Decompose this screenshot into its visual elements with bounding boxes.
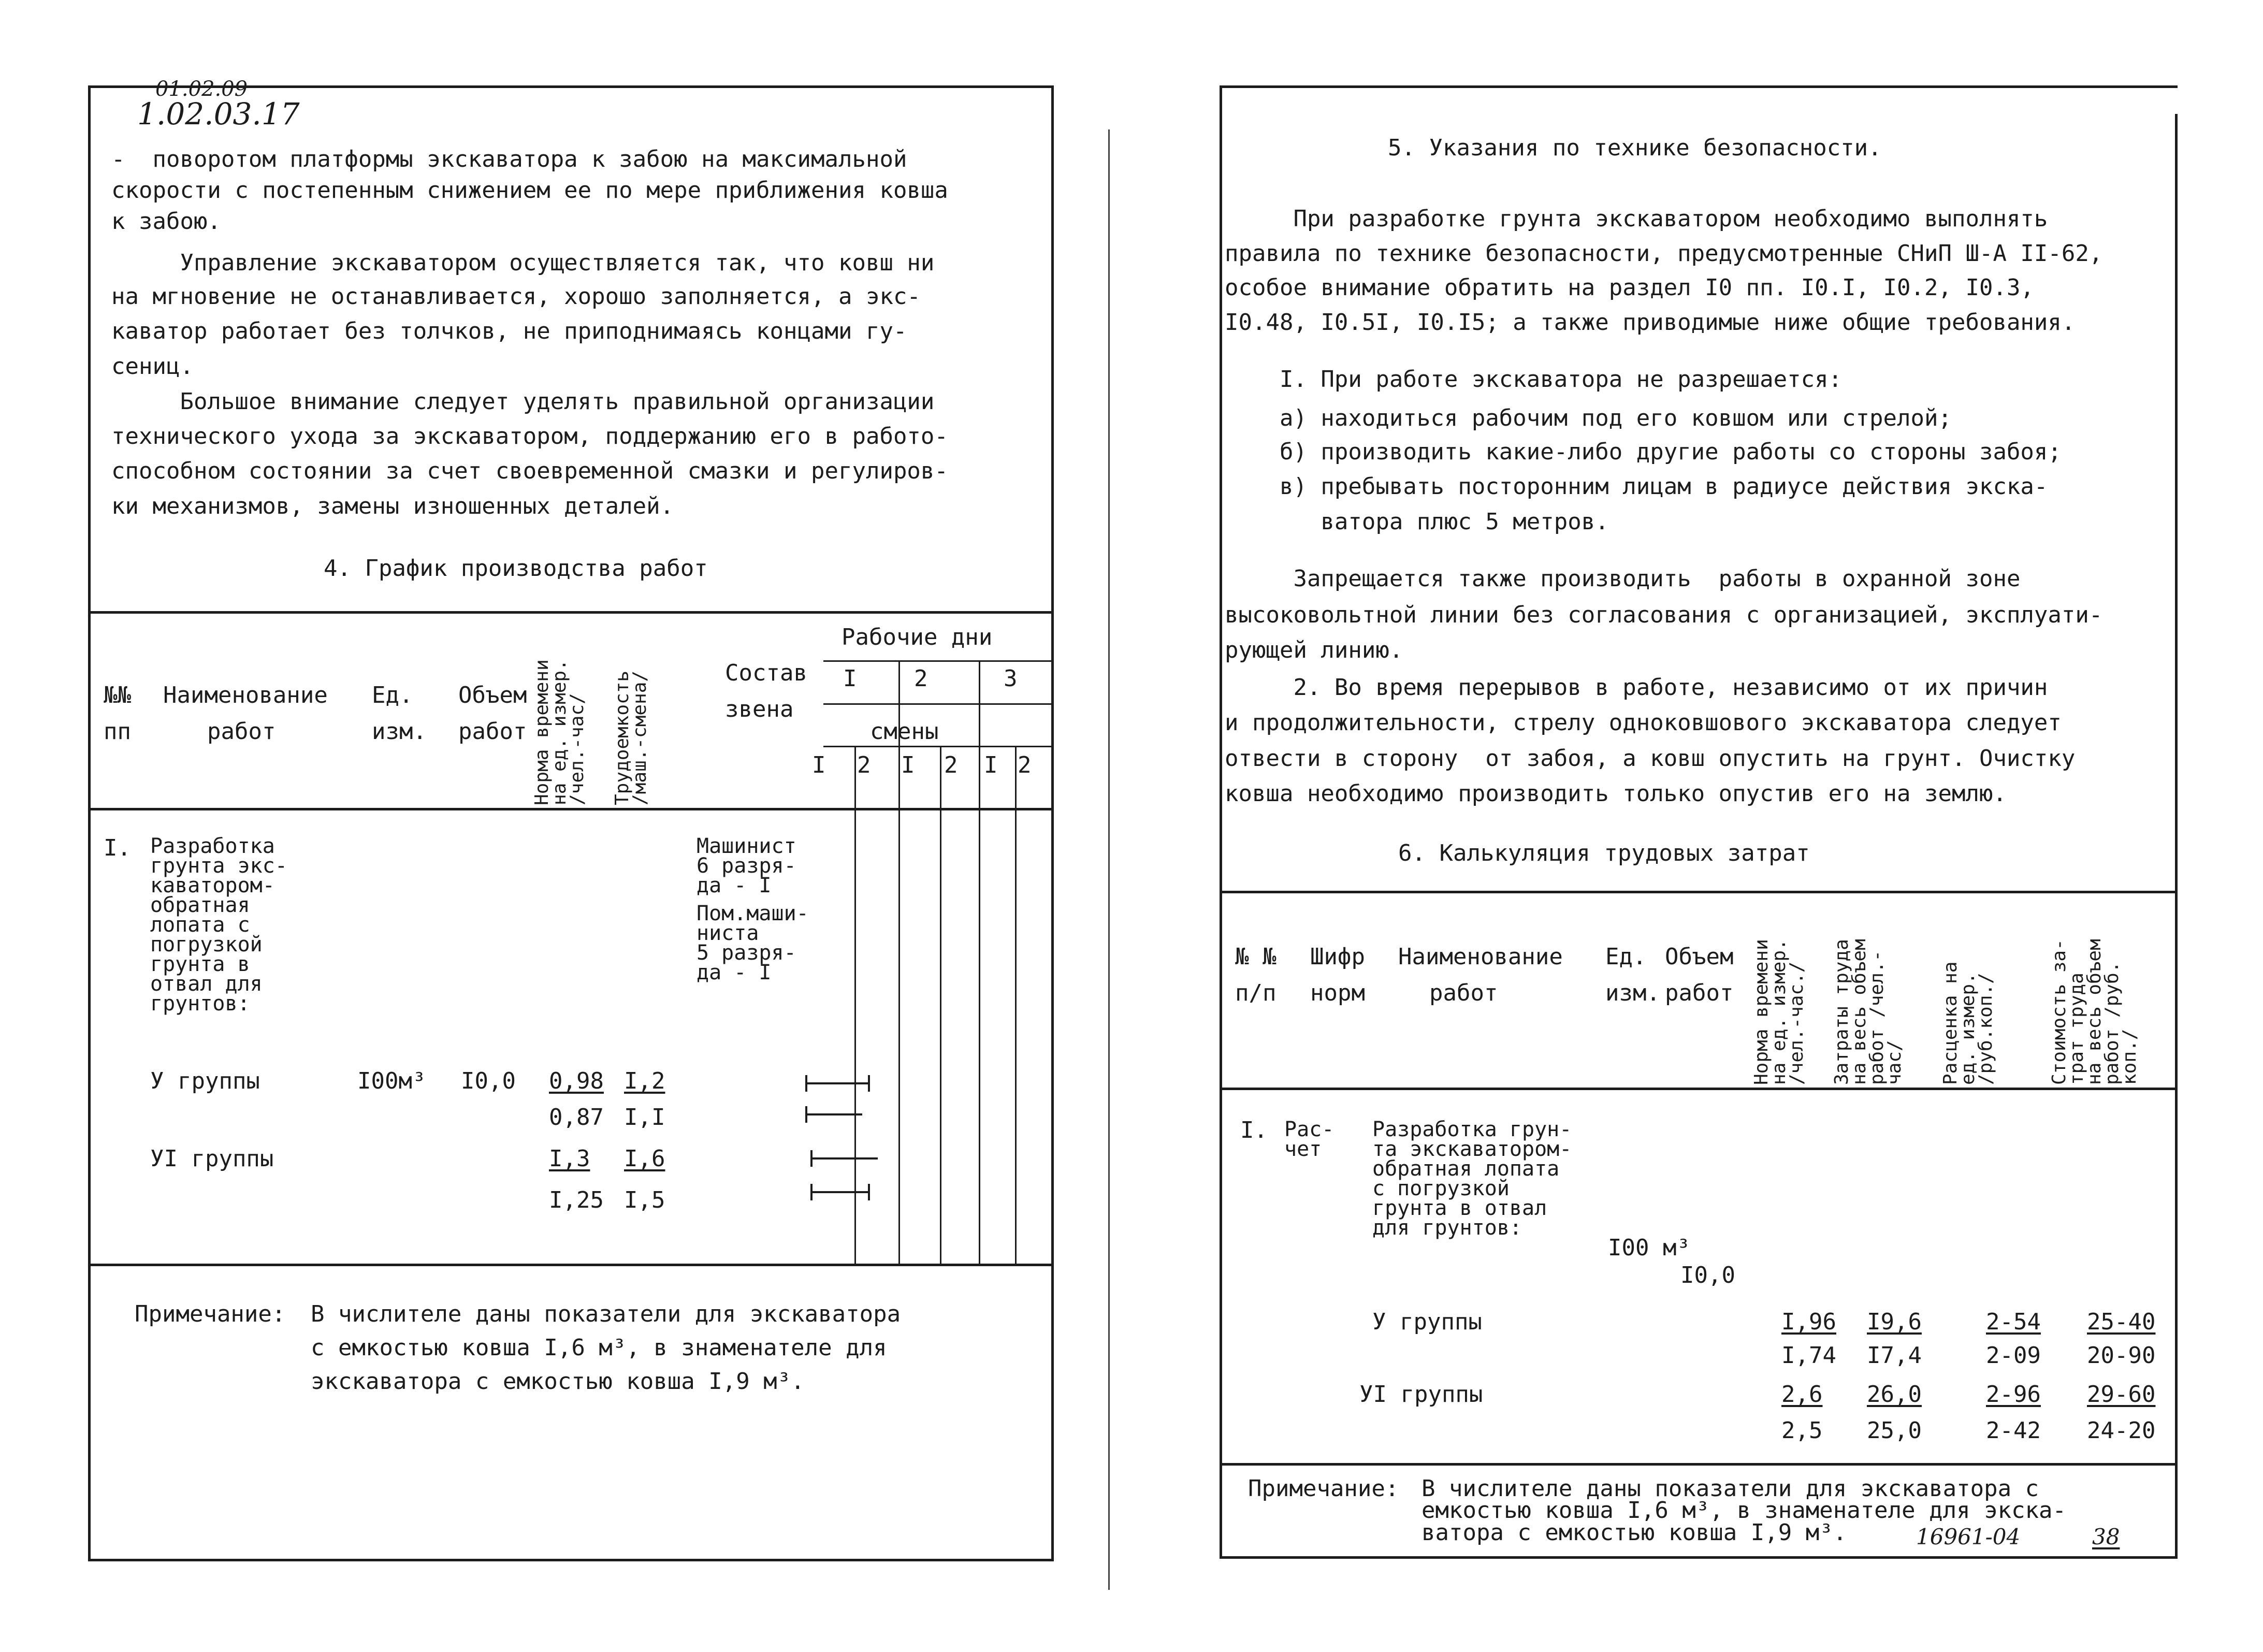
rate-numerator: 2-54 [1986,1309,2041,1335]
table-bottom-rule [1220,1463,2178,1466]
day-header: I [843,665,857,692]
note-line: емкостью ковша I,6 м³, в знаменателе для экска- [1421,1497,2067,1524]
schedule-bar [810,1157,878,1160]
intro-line: ки механизмов, замены изношенных деталей. [111,493,674,519]
row-code: Рас- [1284,1118,1334,1141]
table-top-rule [88,611,1054,614]
intro-line: сениц. [111,353,194,380]
col-code-header: Шифр [1310,944,1365,970]
col-unit-header: Ед. [372,682,413,708]
workdays-rule [823,660,1051,662]
rule1-title: I. При работе экскаватора не разрешается: [1225,366,1843,393]
col-labor-header: Трудоемкость /маш.-смена/ [612,670,650,805]
col-norm-header: Норма времени на ед. измер. /чел.-час/ [531,659,588,805]
col-num-header: №№ [104,682,131,708]
intro-line: технического ухода за экскаватором, поддержанию его в работо- [111,423,948,450]
schedule-bar [810,1191,870,1193]
col-unit-header: Ед. [1605,944,1647,970]
row-number: I. [1240,1117,1268,1143]
volume-value: I0,0 [1680,1262,1735,1288]
intro-line: - поворотом платформы экскаватора к забою на максимальной [111,146,907,172]
shifts-header: смены [870,718,939,745]
day-header: 3 [1004,665,1018,692]
shift-header: I [984,752,998,778]
col-cost-header: Затраты труда на весь объем работ /чел.- час/ [1831,939,1905,1085]
value-denominator: 20-90 [2087,1342,2156,1369]
cost-numerator: I9,6 [1867,1309,1922,1335]
table-header-bottom-rule [88,808,1054,810]
norm-denominator: I,25 [549,1187,604,1213]
group-label: У группы [1372,1309,1482,1335]
shift-col-rule [854,746,856,1264]
labor-denominator: I,5 [624,1187,665,1213]
labor-numerator: I,2 [624,1068,665,1094]
col-num-header: пп [104,718,131,745]
schedule-bar [805,1113,862,1115]
right-frame-top [1220,85,2178,88]
col-unit-header: изм. [1605,980,1660,1006]
note-label: Примечание: [135,1301,286,1327]
value-denominator: 24-20 [2087,1417,2156,1444]
cost-denominator: 25,0 [1867,1417,1922,1444]
norm-numerator: 2,6 [1781,1381,1823,1408]
unit-value: I00м³ [357,1068,426,1094]
shift-header: 2 [1018,752,1032,778]
handwritten-page-number: 38 [2092,1524,2120,1549]
col-unit-header: изм. [372,718,427,745]
intro-line: к забою. [111,208,221,235]
norm-denominator: 0,87 [549,1104,604,1131]
handwritten-code-1: 01.02.09 [155,77,248,101]
cost-numerator: 26,0 [1867,1381,1922,1408]
rate-denominator: 2-42 [1986,1417,2041,1444]
group-label: УI группы [150,1146,274,1172]
shift-header: 2 [857,752,871,778]
unit-value: I00 м³ [1608,1235,1690,1261]
section6-title: 6. Калькуляция трудовых затрат [1398,840,1810,866]
col-crew-header: звена [725,696,794,722]
note-line: В числителе даны показатели для экскаватора с [1421,1475,2039,1502]
left-frame-bottom [88,1559,1054,1561]
col-name-header: Наименование [1398,944,1563,970]
day-header: 2 [914,665,928,692]
shift-col-rule [940,746,941,1264]
col-value-header: Стоимость за- трат труда на весь объем работ /руб. коп./ [2049,939,2140,1085]
col-crew-header: Состав [725,660,807,686]
table-top-rule [1220,891,2178,893]
right-frame-bottom [1220,1556,2178,1559]
cost-denominator: I7,4 [1867,1342,1922,1369]
norm-denominator: 2,5 [1781,1417,1823,1444]
value-numerator: 25-40 [2087,1309,2156,1335]
intro-line: Большое внимание следует уделять правильной организации [111,388,935,415]
col-name-header: Наименование [163,682,328,708]
rate-numerator: 2-96 [1986,1381,2041,1408]
note-line: В числителе даны показатели для экскаватора [311,1301,901,1327]
intro-line: скорости с постепенным снижением ее по мере приближения ковша [111,177,948,204]
group-label: УI группы [1359,1381,1483,1408]
intro-line: Управление экскаватором осуществляется так, что ковш ни [111,250,935,276]
note-line: с емкостью ковша I,6 м³, в знаменателе для [311,1335,887,1361]
col-norm-header: Норма времени на ед. измер. /чел.-час./ [1751,939,1807,1085]
day-col-rule [898,660,900,1264]
handwritten-doc-number: 16961-04 [1916,1524,2021,1549]
days-rule [823,703,1051,705]
labor-numerator: I,6 [624,1146,665,1172]
note-label: Примечание: [1248,1475,1399,1502]
shift-header: 2 [944,752,958,778]
handwritten-code-2: 1.02.03.17 [137,96,300,132]
col-num-header: п/п [1235,980,1276,1006]
shift-col-rule [1015,746,1017,1264]
norm-denominator: I,74 [1781,1342,1836,1369]
norm-numerator: I,3 [549,1146,590,1172]
note-line: ватора с емкостью ковша I,9 м³. [1421,1519,1847,1546]
col-volume-header: работ [458,718,527,745]
section5-title: 5. Указания по технике безопасности. [1388,135,1882,161]
page-fold-line [1108,129,1110,1590]
col-volume-header: Объем [1665,944,1734,970]
right-frame-left [1220,85,1222,1559]
shift-header: I [901,752,915,778]
col-code-header: норм [1310,980,1365,1006]
left-frame-right [1051,85,1054,1561]
schedule-bar [805,1082,870,1084]
intro-line: на мгновение не останавливается, хорошо заполняется, а экс- [111,283,921,310]
labor-denominator: I,I [624,1104,665,1131]
volume-value: I0,0 [461,1068,516,1094]
col-name-header: работ [1429,980,1498,1006]
norm-numerator: I,96 [1781,1309,1836,1335]
intro-line: каватор работает без толчков, не приподнимаясь концами гу- [111,318,907,344]
table-header-bottom-rule [1220,1088,2178,1090]
section4-title: 4. График производства работ [324,555,708,582]
col-rate-header: Расценка на ед. измер. /руб.коп./ [1940,961,1996,1085]
shift-header: I [812,752,826,778]
intro-line: способном состоянии за счет своевременной смазки и регулиров- [111,458,948,484]
row-code: чет [1284,1137,1322,1161]
value-numerator: 29-60 [2087,1381,2156,1408]
norm-numerator: 0,98 [549,1068,604,1094]
rate-denominator: 2-09 [1986,1342,2041,1369]
workdays-header: Рабочие дни [842,624,993,650]
col-volume-header: Объем [458,682,527,708]
row-number: I. [104,835,131,861]
table-bottom-rule [88,1264,1054,1266]
col-num-header: № № [1235,944,1276,970]
group-label: У группы [150,1068,260,1094]
right-frame-right [2175,114,2178,1559]
left-frame-left [88,85,91,1561]
col-volume-header: работ [1665,980,1734,1006]
day-col-rule [979,660,980,1264]
note-line: экскаватора с емкостью ковша I,9 м³. [311,1368,805,1395]
col-name-header: работ [207,718,276,745]
